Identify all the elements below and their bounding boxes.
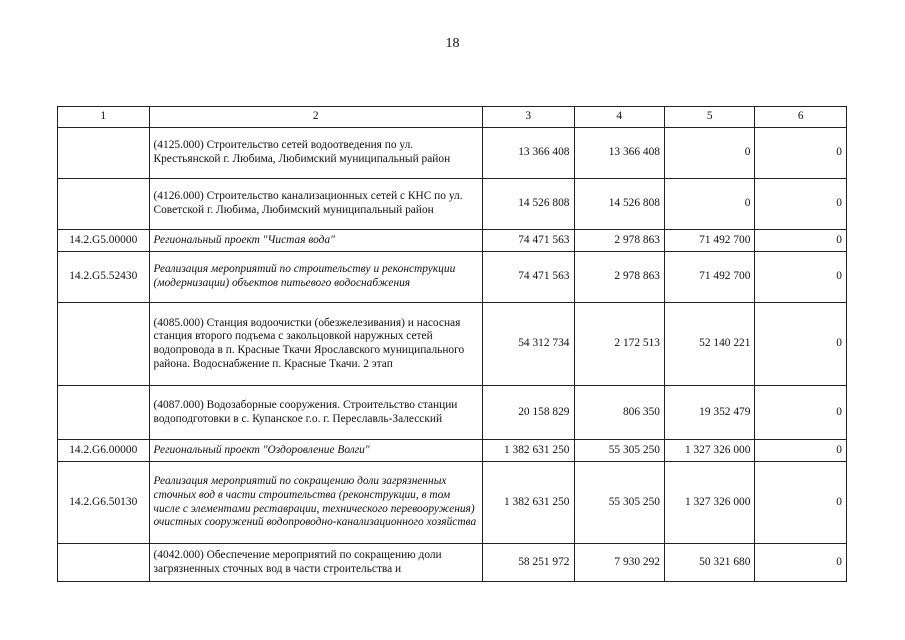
row-value-4: 14 526 808 [574, 179, 664, 230]
row-value-5: 71 492 700 [664, 230, 754, 252]
row-value-3: 13 366 408 [482, 128, 574, 179]
row-value-4: 55 305 250 [574, 462, 664, 544]
row-name: (4085.000) Станция водоочистки (обезжелезивания) и насосная станция второго подъема с закольцовкой наружных сетей водопровода в п. Красные Ткачи Ярославского муниципального района. Водоснабжение п. Красные Ткачи. 2 этап [149, 303, 482, 386]
row-value-6: 0 [755, 128, 847, 179]
row-name: (4125.000) Строительство сетей водоотведения по ул. Крестьянской г. Любима, Любимский муниципальный район [149, 128, 482, 179]
row-value-6: 0 [755, 252, 847, 303]
row-value-4: 2 978 863 [574, 252, 664, 303]
header-col-2: 2 [149, 107, 482, 128]
row-value-6: 0 [755, 386, 847, 440]
row-value-5: 71 492 700 [664, 252, 754, 303]
table-body [58, 128, 847, 582]
table-row [58, 386, 847, 440]
row-value-3: 20 158 829 [482, 386, 574, 440]
row-value-3: 1 382 631 250 [482, 440, 574, 462]
header-row [58, 107, 847, 128]
table-row [58, 128, 847, 179]
row-value-5: 1 327 326 000 [664, 440, 754, 462]
row-value-5: 52 140 221 [664, 303, 754, 386]
header-col-5: 5 [664, 107, 754, 128]
header-col-1: 1 [58, 107, 150, 128]
row-value-4: 2 172 513 [574, 303, 664, 386]
row-code [58, 386, 150, 440]
row-value-3: 74 471 563 [482, 230, 574, 252]
row-name: Реализация мероприятий по строительству и реконструкции (модернизации) объектов питьевого водоснабжения [149, 252, 482, 303]
row-value-6: 0 [755, 544, 847, 582]
row-value-3: 1 382 631 250 [482, 462, 574, 544]
row-value-6: 0 [755, 462, 847, 544]
header-col-4: 4 [574, 107, 664, 128]
header-col-6: 6 [755, 107, 847, 128]
row-value-4: 2 978 863 [574, 230, 664, 252]
row-code: 14.2.G6.00000 [58, 440, 150, 462]
row-name: Реализация мероприятий по сокращению доли загрязненных сточных вод в части строительства (реконструкции, в том числе с элементами реставрации, технического перевооружения) очистных сооружений водопроводно-канализационного хозяйства [149, 462, 482, 544]
table-header [58, 107, 847, 128]
row-value-5: 0 [664, 128, 754, 179]
row-value-6: 0 [755, 303, 847, 386]
row-value-5: 1 327 326 000 [664, 462, 754, 544]
page-number: 18 [445, 36, 460, 51]
table-row [58, 179, 847, 230]
row-value-4: 13 366 408 [574, 128, 664, 179]
row-code [58, 303, 150, 386]
table-row [58, 230, 847, 252]
row-code: 14.2.G6.50130 [58, 462, 150, 544]
row-code: 14.2.G5.52430 [58, 252, 150, 303]
row-value-3: 14 526 808 [482, 179, 574, 230]
row-value-6: 0 [755, 440, 847, 462]
row-value-4: 7 930 292 [574, 544, 664, 582]
row-value-4: 806 350 [574, 386, 664, 440]
table-row [58, 303, 847, 386]
row-code [58, 128, 150, 179]
row-value-6: 0 [755, 230, 847, 252]
row-name: (4087.000) Водозаборные сооружения. Строительство станции водоподготовки в с. Купанское г.о. г. Переславль-Залесский [149, 386, 482, 440]
row-name: Региональный проект "Оздоровление Волги" [149, 440, 482, 462]
table-row [58, 252, 847, 303]
row-value-3: 58 251 972 [482, 544, 574, 582]
table-row [58, 462, 847, 544]
row-value-5: 19 352 479 [664, 386, 754, 440]
budget-table [57, 106, 847, 582]
row-name: (4126.000) Строительство канализационных сетей с КНС по ул. Советской г. Любима, Любимский муниципальный район [149, 179, 482, 230]
table-row [58, 544, 847, 582]
table-row [58, 440, 847, 462]
row-value-5: 0 [664, 179, 754, 230]
header-col-3: 3 [482, 107, 574, 128]
row-name: Региональный проект "Чистая вода" [149, 230, 482, 252]
row-value-3: 54 312 734 [482, 303, 574, 386]
row-value-4: 55 305 250 [574, 440, 664, 462]
row-value-6: 0 [755, 179, 847, 230]
row-code [58, 544, 150, 582]
row-name: (4042.000) Обеспечение мероприятий по сокращению доли загрязненных сточных вод в части строительства и [149, 544, 482, 582]
row-value-5: 50 321 680 [664, 544, 754, 582]
row-code [58, 179, 150, 230]
row-code: 14.2.G5.00000 [58, 230, 150, 252]
row-value-3: 74 471 563 [482, 252, 574, 303]
